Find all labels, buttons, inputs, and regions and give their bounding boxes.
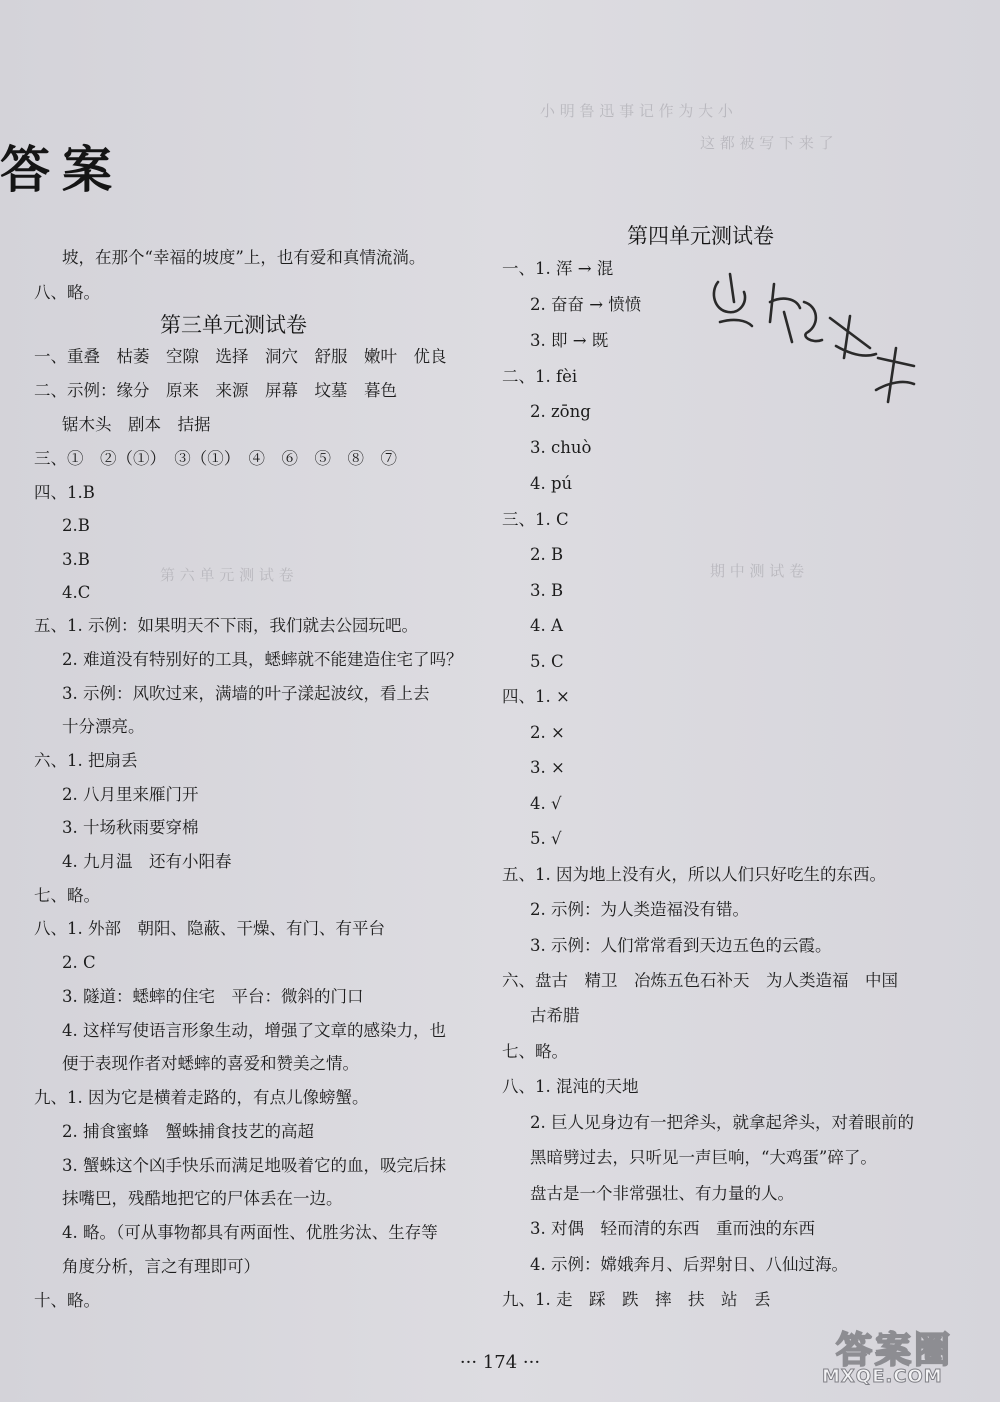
answer-line: 抹嘴巴，残酷地把它的尸体丢在一边。 <box>62 1189 343 1208</box>
answer-line: 3. 示例：人们常常看到天边五色的云霞。 <box>530 936 832 955</box>
answer-line: 七、略。 <box>34 886 100 905</box>
answer-line: 古希腊 <box>530 1006 580 1025</box>
section-title: 第三单元测试卷 <box>160 313 307 337</box>
answer-line: 2. 捕食蜜蜂 蟹蛛捕食技艺的高超 <box>62 1122 314 1141</box>
handwriting-scribble <box>700 262 920 426</box>
answer-line: 3. chuò <box>530 438 592 457</box>
answer-line: 2. C <box>62 953 96 972</box>
answer-line: 五、1. 示例：如果明天不下雨，我们就去公园玩吧。 <box>34 616 418 635</box>
answer-line: 二、1. fèi <box>502 367 578 386</box>
answer-line: 黑暗劈过去，只听见一声巨响，“大鸡蛋”碎了。 <box>530 1148 877 1167</box>
bleed-through-text: 期 中 测 试 卷 <box>710 562 805 580</box>
bleed-through-text: 小 明 鲁 迅 事 记 作 为 大 小 <box>540 102 733 120</box>
answer-line: 六、1. 把扇丢 <box>34 751 138 770</box>
answer-line: 4. 略。（可从事物都具有两面性、优胜劣汰、生存等 <box>62 1223 438 1242</box>
answer-line: 3. 示例：风吹过来，满墙的叶子漾起波纹，看上去 <box>62 684 430 703</box>
section-title: 第四单元测试卷 <box>627 224 774 248</box>
answer-line: 十分漂亮。 <box>62 717 145 736</box>
page-header: 答案 <box>0 141 124 199</box>
answer-line: 锯木头 剧本 拮据 <box>62 415 211 434</box>
answer-line: 三、① ②（①） ③（①） ④ ⑥ ⑤ ⑧ ⑦ <box>34 449 397 468</box>
answer-line: 3. × <box>530 758 565 777</box>
answer-line: 四、1. × <box>502 687 570 706</box>
answer-line: 3. 隧道：蟋蟀的住宅 平台：微斜的门口 <box>62 987 364 1006</box>
answer-line: 5. √ <box>530 829 562 848</box>
answer-line: 五、1. 因为地上没有火，所以人们只好吃生的东西。 <box>502 865 886 884</box>
answer-line: 3. 对偶 轻而清的东西 重而浊的东西 <box>530 1219 815 1238</box>
answer-line: 八、1. 外部 朝阳、隐蔽、干燥、有门、有平台 <box>34 919 385 938</box>
answer-line: 4. 九月温 还有小阳春 <box>62 852 232 871</box>
answer-line: 3. 十场秋雨要穿棉 <box>62 818 199 837</box>
answer-line: 2. zōng <box>530 402 591 421</box>
answer-line: 2. 巨人见身边有一把斧头，就拿起斧头，对着眼前的 <box>530 1113 914 1132</box>
bleed-through-text: 第 六 单 元 测 试 卷 <box>160 566 294 584</box>
bleed-through-text: 这 都 被 写 下 来 了 <box>700 134 834 152</box>
answer-line: 3. 即 → 既 <box>530 331 609 350</box>
answer-line: 九、1. 走 踩 跌 摔 扶 站 丢 <box>502 1290 771 1309</box>
answer-line: 2. × <box>530 723 565 742</box>
answer-line: 4. pú <box>530 474 573 493</box>
answer-line: 2. 奋奋 → 愤愤 <box>530 295 642 314</box>
answer-line: 3.B <box>62 550 90 569</box>
page-number: ··· 174 ··· <box>459 1352 541 1373</box>
answer-line: 5. C <box>530 652 564 671</box>
answer-line: 九、1. 因为它是横着走路的，有点儿像螃蟹。 <box>34 1088 369 1107</box>
watermark-logo: 答案圈 MXQE.COM <box>822 1330 954 1387</box>
answer-line: 十、略。 <box>34 1291 100 1310</box>
answer-line: 八、略。 <box>34 283 100 302</box>
answer-line: 2. 示例：为人类造福没有错。 <box>530 900 749 919</box>
answer-line: 二、示例：缘分 原来 来源 屏幕 坟墓 暮色 <box>34 381 397 400</box>
answer-line: 4. A <box>530 616 563 635</box>
answer-line: 4. 示例：嫦娥奔月、后羿射日、八仙过海。 <box>530 1255 848 1274</box>
answer-line: 四、1.B <box>34 483 95 502</box>
answer-line: 六、盘古 精卫 冶炼五色石补天 为人类造福 中国 <box>502 971 898 990</box>
answer-line: 4.C <box>62 583 91 602</box>
answer-line: 4. √ <box>530 794 562 813</box>
answer-line: 2. B <box>530 545 564 564</box>
answer-line: 3. 蟹蛛这个凶手快乐而满足地吸着它的血，吸完后抹 <box>62 1156 446 1175</box>
answer-line: 八、1. 混沌的天地 <box>502 1077 639 1096</box>
answer-line: 盘古是一个非常强壮、有力量的人。 <box>530 1184 794 1203</box>
answer-line: 2. 八月里来雁门开 <box>62 785 199 804</box>
answer-line: 坡，在那个“幸福的坡度”上，也有爱和真情流淌。 <box>62 248 426 267</box>
answer-line: 3. B <box>530 581 564 600</box>
answer-line: 角度分析，言之有理即可） <box>62 1257 260 1276</box>
answer-line: 便于表现作者对蟋蟀的喜爱和赞美之情。 <box>62 1054 359 1073</box>
answer-line: 2. 难道没有特别好的工具，蟋蟀就不能建造住宅了吗？ <box>62 650 463 669</box>
answer-line: 4. 这样写使语言形象生动，增强了文章的感染力，也 <box>62 1021 446 1040</box>
answer-line: 一、重叠 枯萎 空隙 选择 洞穴 舒服 嫩叶 优良 <box>34 347 447 366</box>
answer-line: 三、1. C <box>502 510 569 529</box>
answer-line: 一、1. 浑 → 混 <box>502 259 614 278</box>
answer-line: 2.B <box>62 516 90 535</box>
answer-line: 七、略。 <box>502 1042 568 1061</box>
